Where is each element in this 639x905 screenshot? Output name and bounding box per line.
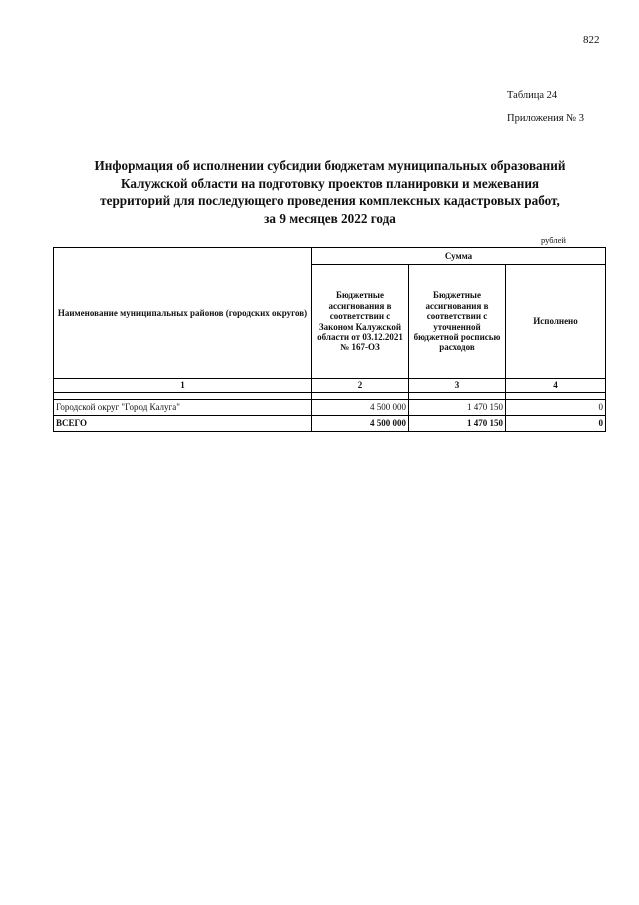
- column-header-revised-allocations: Бюджетные ассигнования в соответствии с уточненной бюджетной росписью расходов: [409, 265, 506, 379]
- total-row: [54, 416, 606, 432]
- title-line: Информация об исполнении субсидии бюджетам муниципальных образований: [94, 158, 566, 173]
- column-number: 1: [54, 379, 312, 393]
- title-line: Калужской области на подготовку проектов планировки и межевания: [120, 175, 540, 191]
- row-name: Городской округ "Город Калуга": [54, 400, 312, 416]
- spacer-cell: [506, 393, 606, 400]
- column-number: 3: [409, 379, 506, 393]
- total-value-law: 4 500 000: [312, 416, 409, 432]
- total-value-revised: 1 470 150: [409, 416, 506, 432]
- column-header-sum: Сумма: [312, 248, 606, 265]
- spacer-cell: [409, 393, 506, 400]
- title-line: за 9 месяцев 2022 года: [264, 210, 396, 226]
- total-label: ВСЕГО: [54, 416, 312, 432]
- subsidy-table: [53, 247, 606, 432]
- document-title: [70, 157, 590, 227]
- column-number: 4: [506, 379, 606, 393]
- column-header-executed: Исполнено: [506, 265, 606, 379]
- table-row: [54, 400, 606, 416]
- units-label: рублей: [541, 235, 566, 245]
- column-number: 2: [312, 379, 409, 393]
- column-header-law-allocations: Бюджетные ассигнования в соответствии с Законом Калужской области от 03.12.2021 № 167-ОЗ: [312, 265, 409, 379]
- title-line: территорий для последующего проведения комплексных кадастровых работ,: [100, 193, 560, 208]
- row-value-executed: 0: [506, 400, 606, 416]
- spacer-cell: [312, 393, 409, 400]
- row-value-revised: 1 470 150: [409, 400, 506, 416]
- row-value-law: 4 500 000: [312, 400, 409, 416]
- spacer-cell: [54, 393, 312, 400]
- appendix-label: Приложения № 3: [507, 113, 585, 124]
- table-number-label: Таблица 24: [507, 90, 558, 101]
- total-value-executed: 0: [506, 416, 606, 432]
- page-number: 822: [583, 34, 600, 46]
- column-header-name: Наименование муниципальных районов (городских округов): [54, 248, 312, 379]
